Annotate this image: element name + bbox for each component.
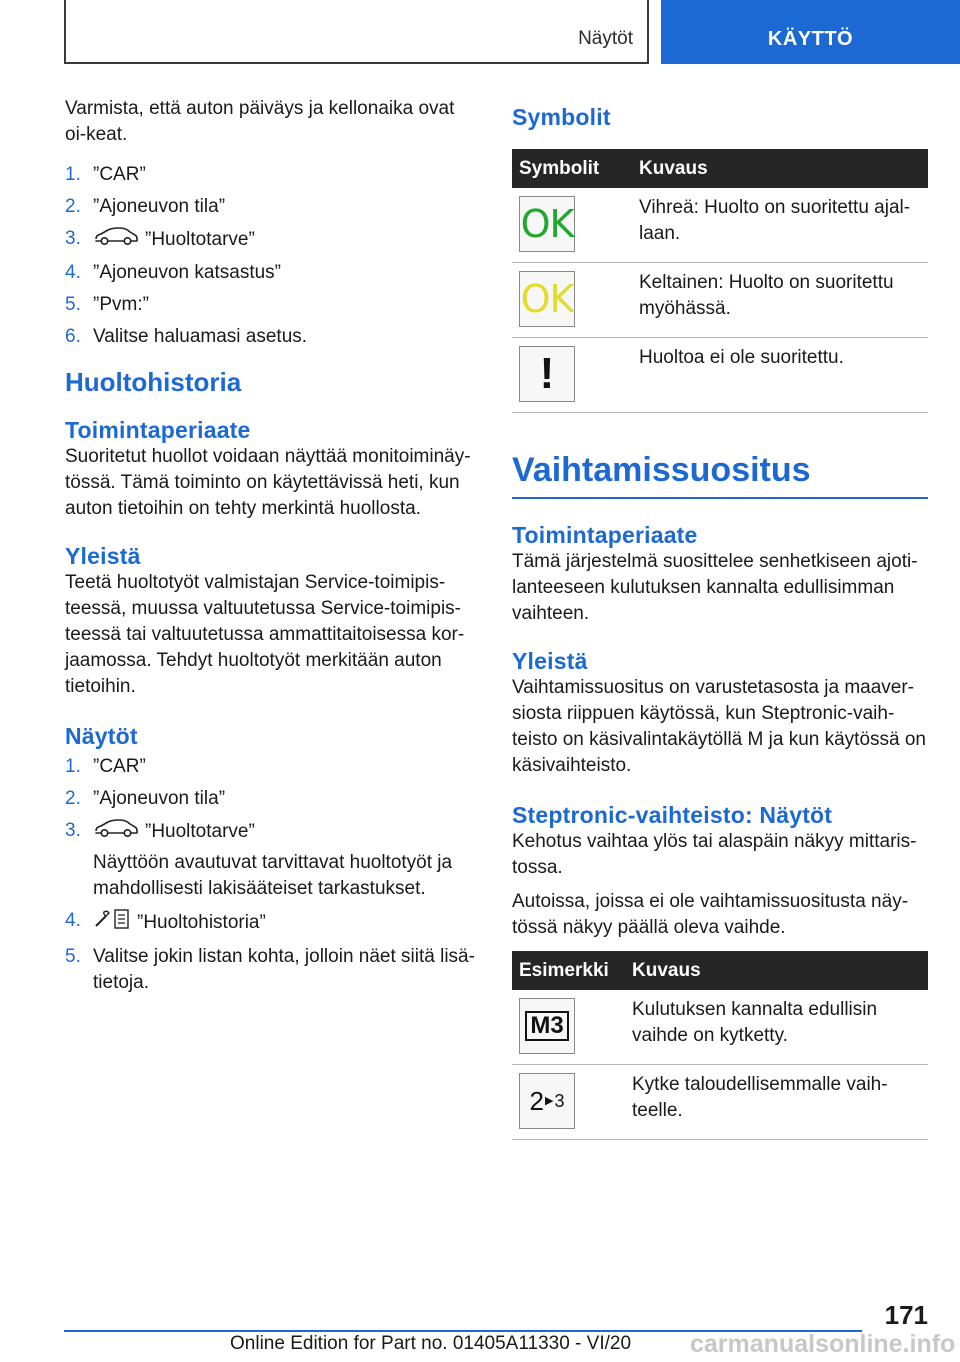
list-item (65, 260, 478, 286)
heading-shift-recommendation: Vaihtamissuositus (512, 449, 928, 499)
step-text: ”Huoltotarve” (145, 821, 255, 843)
symbols-table (512, 149, 928, 413)
step-text: ”Ajoneuvon tila” (93, 196, 226, 217)
list-item (65, 194, 478, 220)
step-number: 3. (65, 228, 81, 249)
step-text: ”CAR” (93, 756, 146, 777)
list-item (65, 292, 478, 318)
ok-yellow-symbol: OK (519, 271, 575, 327)
table-header-description: Kuvaus (625, 951, 928, 990)
steps-list-1 (65, 162, 478, 350)
ok-green-symbol: OK (519, 196, 575, 252)
step-number: 6. (65, 326, 81, 347)
gear-upshift-symbol: 2 ▶ 3 (519, 1073, 575, 1129)
step-text: Valitse haluamasi asetus. (93, 326, 308, 347)
car-icon (93, 226, 139, 254)
step-number: 5. (65, 294, 81, 315)
step-number: 2. (65, 196, 81, 217)
watermark: carmanualsonline.info (690, 1330, 956, 1358)
steps-list-2 (65, 754, 478, 996)
left-column (65, 96, 478, 1002)
step-number: 1. (65, 756, 81, 777)
step-number: 2. (65, 788, 81, 809)
step-number: 1. (65, 164, 81, 185)
header-section-box (64, 0, 649, 64)
header-section-label: Näytöt (578, 28, 633, 49)
table-row (512, 1065, 928, 1140)
exclamation-symbol: ! (519, 346, 575, 402)
step-text: ”Huoltotarve” (145, 229, 255, 251)
heading-displays: Näytöt (65, 723, 138, 749)
list-item (65, 324, 478, 350)
list-item (65, 226, 478, 254)
heading-steptronic: Steptronic-vaihteisto: Näytöt (512, 802, 833, 828)
list-item (65, 818, 478, 902)
steptronic-text-1: Kehotus vaihtaa ylös tai alaspäin näkyy mittaris-tossa. (512, 831, 917, 878)
list-item (65, 786, 478, 812)
step-number: 4. (65, 262, 81, 283)
table-header-description: Kuvaus (632, 149, 928, 188)
example-table (512, 951, 928, 1140)
heading-principle: Toimintaperiaate (512, 522, 698, 548)
gear-m3-symbol: M3 (519, 998, 575, 1054)
list-item (65, 162, 478, 188)
table-cell: Kulutuksen kannalta edullisin vaihde on kytketty. (625, 990, 928, 1065)
table-header-example: Esimerkki (512, 951, 625, 990)
header-chapter-tab (661, 0, 960, 64)
list-item (65, 754, 478, 780)
footer-edition: Online Edition for Part no. 01405A11330 - VI/20 (230, 1333, 632, 1354)
heading-principle: Toimintaperiaate (65, 417, 251, 443)
table-row (512, 188, 928, 263)
page-number: 171 (884, 1300, 928, 1330)
principle-text: Tämä järjestelmä suosittelee senhetkiseen ajoti-lanteeseen kulutuksen kannalta edullisimman vaihteen. (512, 551, 918, 624)
car-icon (93, 818, 139, 846)
step-number: 4. (65, 910, 81, 931)
table-row (512, 263, 928, 338)
table-cell: Kytke taloudellisemmalle vaih-teelle. (625, 1065, 928, 1140)
principle-text: Suoritetut huollot voidaan näyttää monitoiminäy-tössä. Tämä toiminto on käytettävissä heti, kun auton tietoihin on tehty merkintä huollosta. (65, 446, 471, 519)
wrench-list-icon (93, 908, 131, 938)
general-text: Vaihtamissuositus on varustetasosta ja maaver-siosta riippuen käytössä, kun Steptronic-vaih-teisto on käsivalintakäytöllä M ja kun käytössä on käsivaihteisto. (512, 677, 926, 776)
header-chapter-label: KÄYTTÖ (767, 28, 854, 50)
intro-text: Varmista, että auton päiväys ja kellonaika ovat oi-keat. (65, 98, 455, 145)
table-cell: Keltainen: Huolto on suoritettu myöhässä. (632, 263, 928, 338)
table-cell: Vihreä: Huolto on suoritettu ajal-laan. (632, 188, 928, 263)
table-row (512, 990, 928, 1065)
general-text: Teetä huoltotyöt valmistajan Service-toimipis-teessä, muussa valtuutetussa Service-toimipis-teessä tai valtuutetussa ammattitaitoisessa kor-jaamossa. Tehdyt huoltotyöt merkitään auton tietoihin. (65, 572, 465, 697)
step-subtext: Näyttöön avautuvat tarvittavat huoltotyöt ja mahdollisesti lakisääteiset tarkastukset. (93, 852, 453, 899)
right-column (512, 96, 928, 1140)
step-text: Valitse jokin listan kohta, jolloin näet siitä lisä-tietoja. (93, 946, 475, 993)
heading-symbols: Symbolit (512, 104, 611, 130)
step-text: ”Huoltohistoria” (137, 912, 266, 934)
step-text: ”CAR” (93, 164, 146, 185)
step-number: 3. (65, 820, 81, 841)
table-header-symbols: Symbolit (512, 149, 632, 188)
list-item (65, 908, 478, 938)
heading-general: Yleistä (65, 543, 141, 569)
list-item (65, 944, 478, 996)
steptronic-text-2: Autoissa, joissa ei ole vaihtamissuositusta näy-tössä näkyy päällä oleva vaihde. (512, 891, 909, 938)
step-number: 5. (65, 946, 81, 967)
heading-service-history: Huoltohistoria (65, 367, 242, 397)
step-text: ”Ajoneuvon katsastus” (93, 262, 281, 283)
arrow-right-icon: ▶ (544, 1095, 554, 1107)
table-cell: Huoltoa ei ole suoritettu. (632, 338, 928, 413)
step-text: ”Ajoneuvon tila” (93, 788, 226, 809)
step-text: ”Pvm:” (93, 294, 149, 315)
table-row (512, 338, 928, 413)
heading-general: Yleistä (512, 648, 588, 674)
